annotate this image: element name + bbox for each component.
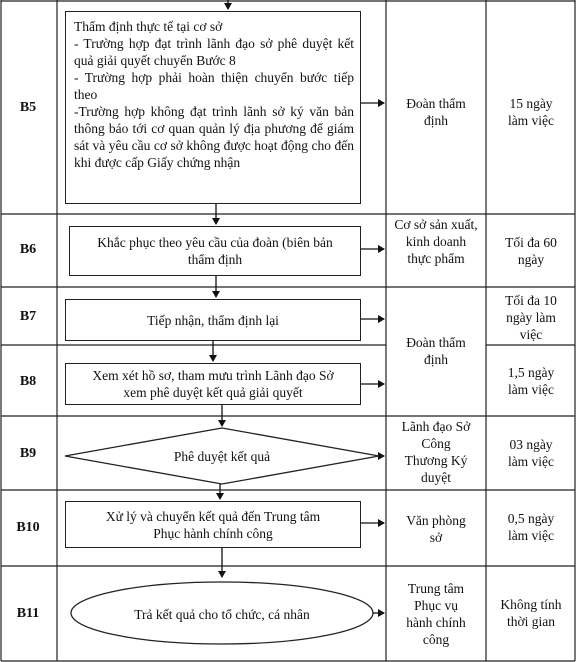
step-label-b9: B9	[19, 446, 37, 461]
time-b9: 03 ngày làm việc	[507, 437, 555, 469]
responsible-b10: Văn phòng sở	[406, 513, 466, 545]
process-box-b7	[65, 299, 361, 341]
step-label-b6: B6	[19, 242, 37, 257]
process-box-b5	[65, 11, 361, 204]
time-b7: Tối đa 10 ngày làm việc	[505, 293, 557, 342]
time-b10: 0,5 ngày làm việc	[507, 511, 555, 543]
responsible-b5: Đoàn thẩm định	[406, 96, 466, 128]
step-label-b5: B5	[19, 100, 37, 115]
process-box-b6	[69, 226, 361, 276]
step-label-b11: B11	[16, 606, 40, 621]
step-label-b8: B8	[19, 374, 37, 389]
time-b8: 1,5 ngày làm việc	[507, 365, 555, 397]
responsible-b11: Trung tâm Phục vụ hành chính công	[406, 581, 466, 647]
process-text-b9: Phê duyệt kết quả	[173, 448, 271, 464]
process-text-b11: Trả kết quả cho tổ chức, cá nhân	[134, 606, 310, 622]
time-b11: Không tính thời gian	[500, 597, 562, 629]
responsible-b9: Lãnh đạo Sở Công Thương Ký duyệt	[401, 419, 471, 485]
process-line: Thẩm định thực tế tại cơ sở	[74, 19, 223, 34]
process-line: -Trường hợp không đạt trình lãnh sở ký văn bản thông báo tới cơ quan quản lý địa phương để giám sát và yêu cầu cơ sở không được hoạt động cho đến khi được cấp Giấy chứng nhận	[74, 104, 354, 170]
process-text: Khắc phục theo yêu cầu của đoàn (biên bản thẩm định	[97, 235, 333, 267]
process-box-b8	[65, 363, 361, 405]
process-line: - Trường hợp đạt trình lãnh đạo sở phê duyệt kết quả giải quyết chuyển Bước 8	[74, 36, 354, 68]
step-label-b7: B7	[19, 309, 37, 324]
process-box-b10	[65, 501, 361, 548]
process-text: Tiếp nhận, thẩm định lại	[147, 312, 279, 328]
time-b5: 15 ngày làm việc	[507, 96, 555, 128]
time-b6: Tối đa 60 ngày	[505, 235, 557, 267]
process-text: Xem xét hồ sơ, tham mưu trình Lãnh đạo Sở xem phê duyệt kết quả giải quyết	[92, 368, 334, 400]
process-line: - Trường hợp phải hoàn thiện chuyển bước tiếp theo	[74, 70, 354, 102]
responsible-b6: Cơ sở sản xuất, kinh doanh thực phẩm	[394, 217, 478, 266]
responsible-b7-b8: Đoàn thẩm định	[406, 335, 466, 367]
step-label-b10: B10	[16, 520, 40, 535]
process-text: Xử lý và chuyển kết quả đến Trung tâm Phục hành chính công	[105, 508, 321, 541]
